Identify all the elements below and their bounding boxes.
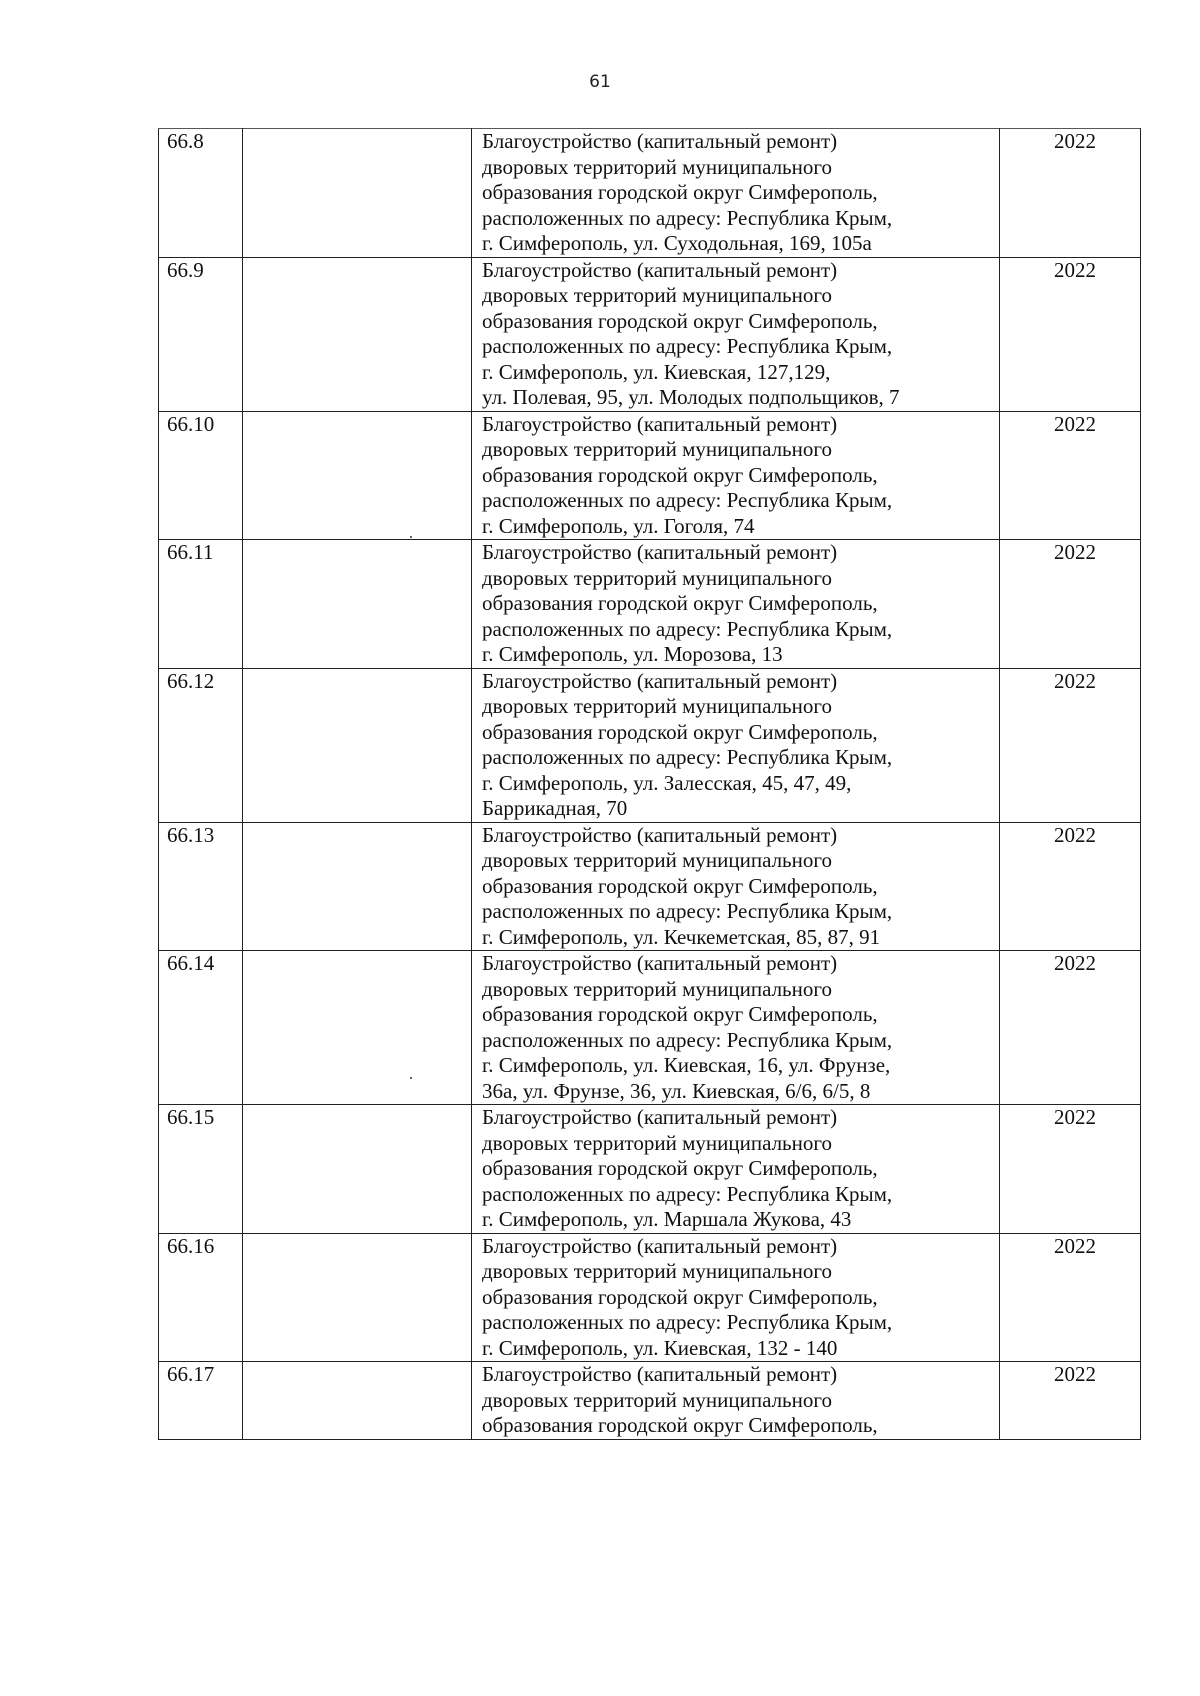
year-value: 2022 [1054, 411, 1096, 436]
year-cell [1000, 1362, 1141, 1440]
description-line: дворовых территорий муниципального [482, 694, 832, 718]
description-line: Благоустройство (капитальный ремонт) [482, 257, 838, 282]
table-row [159, 257, 1141, 411]
description-line: Благоустройство (капитальный ремонт) [482, 411, 838, 436]
description-line: дворовых территорий муниципального [482, 1387, 832, 1412]
measure-description [472, 411, 1000, 540]
description-line: г. Симферополь, ул. Залесская, 45, 47, 49, [482, 770, 852, 795]
description-line: образования городской округ Симферополь, [482, 462, 878, 487]
description-line: образования городской округ Симферополь, [482, 1284, 878, 1309]
year-cell [1000, 668, 1141, 822]
description-line: г. Симферополь, ул. Гоголя, 74 [482, 513, 755, 538]
description-line: г. Симферополь, ул. Киевская, 127,129, [482, 359, 831, 384]
description-line: Благоустройство (капитальный ремонт) [482, 668, 838, 693]
table-row [159, 822, 1141, 951]
year-value: 2022 [1054, 1233, 1096, 1258]
description-line: образования городской округ Симферополь, [482, 591, 878, 615]
measures-table-body [159, 129, 1141, 1440]
description-line: расположенных по адресу: Республика Крым, [482, 205, 893, 230]
description-line: образования городской округ Симферополь, [482, 719, 878, 744]
year-value: 2022 [1054, 1105, 1096, 1129]
description-line: расположенных по адресу: Республика Крым, [482, 1027, 893, 1052]
item-number: 66.8 [159, 129, 243, 258]
measure-description [472, 668, 1000, 822]
table-row [159, 540, 1141, 669]
year-cell [1000, 951, 1141, 1105]
measure-description [472, 1362, 1000, 1440]
description-line: расположенных по адресу: Республика Крым, [482, 1310, 893, 1334]
empty-cell [243, 1362, 472, 1440]
description-line: образования городской округ Симферополь, [482, 180, 878, 204]
table-row [159, 1233, 1141, 1362]
description-line: образования городской округ Симферополь, [482, 873, 878, 898]
item-number: 66.14 [159, 951, 243, 1105]
description-line: Благоустройство (капитальный ремонт) [482, 822, 838, 847]
description-line: расположенных по адресу: Республика Крым, [482, 745, 893, 769]
description-line: 36а, ул. Фрунзе, 36, ул. Киевская, 6/6, 6/5, 8 [482, 1078, 871, 1103]
measure-description [472, 540, 1000, 669]
empty-cell [243, 668, 472, 822]
description-line: расположенных по адресу: Республика Крым, [482, 1181, 893, 1206]
description-line: дворовых территорий муниципального [482, 976, 832, 1001]
description-line: Благоустройство (капитальный ремонт) [482, 1105, 838, 1129]
description-line: дворовых территорий муниципального [482, 1259, 832, 1283]
description-line: образования городской округ Симферополь, [482, 1002, 878, 1026]
item-number: 66.11 [159, 540, 243, 669]
measure-description [472, 1233, 1000, 1362]
measure-description [472, 822, 1000, 951]
item-number: 66.13 [159, 822, 243, 951]
measure-description [472, 951, 1000, 1105]
empty-cell [243, 257, 472, 411]
description-line: Баррикадная, 70 [482, 796, 628, 820]
item-number: 66.17 [159, 1362, 243, 1440]
year-cell [1000, 540, 1141, 669]
empty-cell [243, 822, 472, 951]
description-line: г. Симферополь, ул. Киевская, 132 - 140 [482, 1335, 838, 1360]
year-cell [1000, 1233, 1141, 1362]
empty-cell [243, 540, 472, 669]
description-line: расположенных по адресу: Республика Крым, [482, 899, 893, 923]
measure-description [472, 129, 1000, 258]
table-row [159, 1105, 1141, 1234]
item-number: 66.12 [159, 668, 243, 822]
description-line: г. Симферополь, ул. Морозова, 13 [482, 642, 783, 666]
year-cell [1000, 129, 1141, 258]
empty-cell [243, 951, 472, 1105]
year-cell [1000, 257, 1141, 411]
description-line: Благоустройство (капитальный ремонт) [482, 129, 838, 153]
description-line: расположенных по адресу: Республика Крым, [482, 488, 893, 512]
description-line: г. Симферополь, ул. Маршала Жукова, 43 [482, 1207, 852, 1231]
year-value: 2022 [1054, 129, 1096, 153]
description-line: г. Симферополь, ул. Кечкеметская, 85, 87, 91 [482, 924, 881, 949]
year-cell [1000, 1105, 1141, 1234]
table-row [159, 411, 1141, 540]
page-number: 61 [589, 72, 611, 92]
item-number: 66.9 [159, 257, 243, 411]
table-row [159, 129, 1141, 258]
empty-cell [243, 1105, 472, 1234]
year-value: 2022 [1054, 822, 1096, 847]
description-line: дворовых территорий муниципального [482, 1130, 832, 1155]
item-number: 66.15 [159, 1105, 243, 1234]
description-line: дворовых территорий муниципального [482, 848, 832, 872]
item-number: 66.16 [159, 1233, 243, 1362]
description-line: дворовых территорий муниципального [482, 565, 832, 590]
year-value: 2022 [1054, 1362, 1096, 1386]
year-value: 2022 [1054, 257, 1096, 282]
description-line: дворовых территорий муниципального [482, 283, 832, 307]
item-number: 66.10 [159, 411, 243, 540]
description-line: г. Симферополь, ул. Киевская, 16, ул. Фрунзе, [482, 1053, 891, 1077]
empty-cell [243, 1233, 472, 1362]
year-cell [1000, 822, 1141, 951]
scan-speck [410, 1077, 412, 1079]
empty-cell [243, 411, 472, 540]
description-line: г. Симферополь, ул. Суходольная, 169, 105а [482, 231, 872, 255]
year-value: 2022 [1054, 668, 1096, 693]
empty-cell [243, 129, 472, 258]
description-line: Благоустройство (капитальный ремонт) [482, 540, 838, 564]
table-row [159, 668, 1141, 822]
year-cell [1000, 411, 1141, 540]
description-line: Благоустройство (капитальный ремонт) [482, 1362, 838, 1386]
description-line: ул. Полевая, 95, ул. Молодых подпольщиков, 7 [482, 385, 900, 409]
description-line: Благоустройство (капитальный ремонт) [482, 1233, 838, 1258]
description-line: расположенных по адресу: Республика Крым, [482, 334, 893, 358]
description-line: образования городской округ Симферополь, [482, 1156, 878, 1180]
measures-table [158, 128, 1141, 1440]
scan-speck [410, 536, 412, 538]
table-row [159, 1362, 1141, 1440]
description-line: дворовых территорий муниципального [482, 437, 832, 461]
description-line: образования городской округ Симферополь, [482, 1413, 878, 1437]
description-line: Благоустройство (капитальный ремонт) [482, 951, 838, 975]
year-value: 2022 [1054, 951, 1096, 975]
description-line: образования городской округ Симферополь, [482, 308, 878, 333]
measure-description [472, 1105, 1000, 1234]
description-line: дворовых территорий муниципального [482, 154, 832, 179]
measure-description [472, 257, 1000, 411]
year-value: 2022 [1054, 540, 1096, 564]
description-line: расположенных по адресу: Республика Крым, [482, 616, 893, 641]
table-row [159, 951, 1141, 1105]
